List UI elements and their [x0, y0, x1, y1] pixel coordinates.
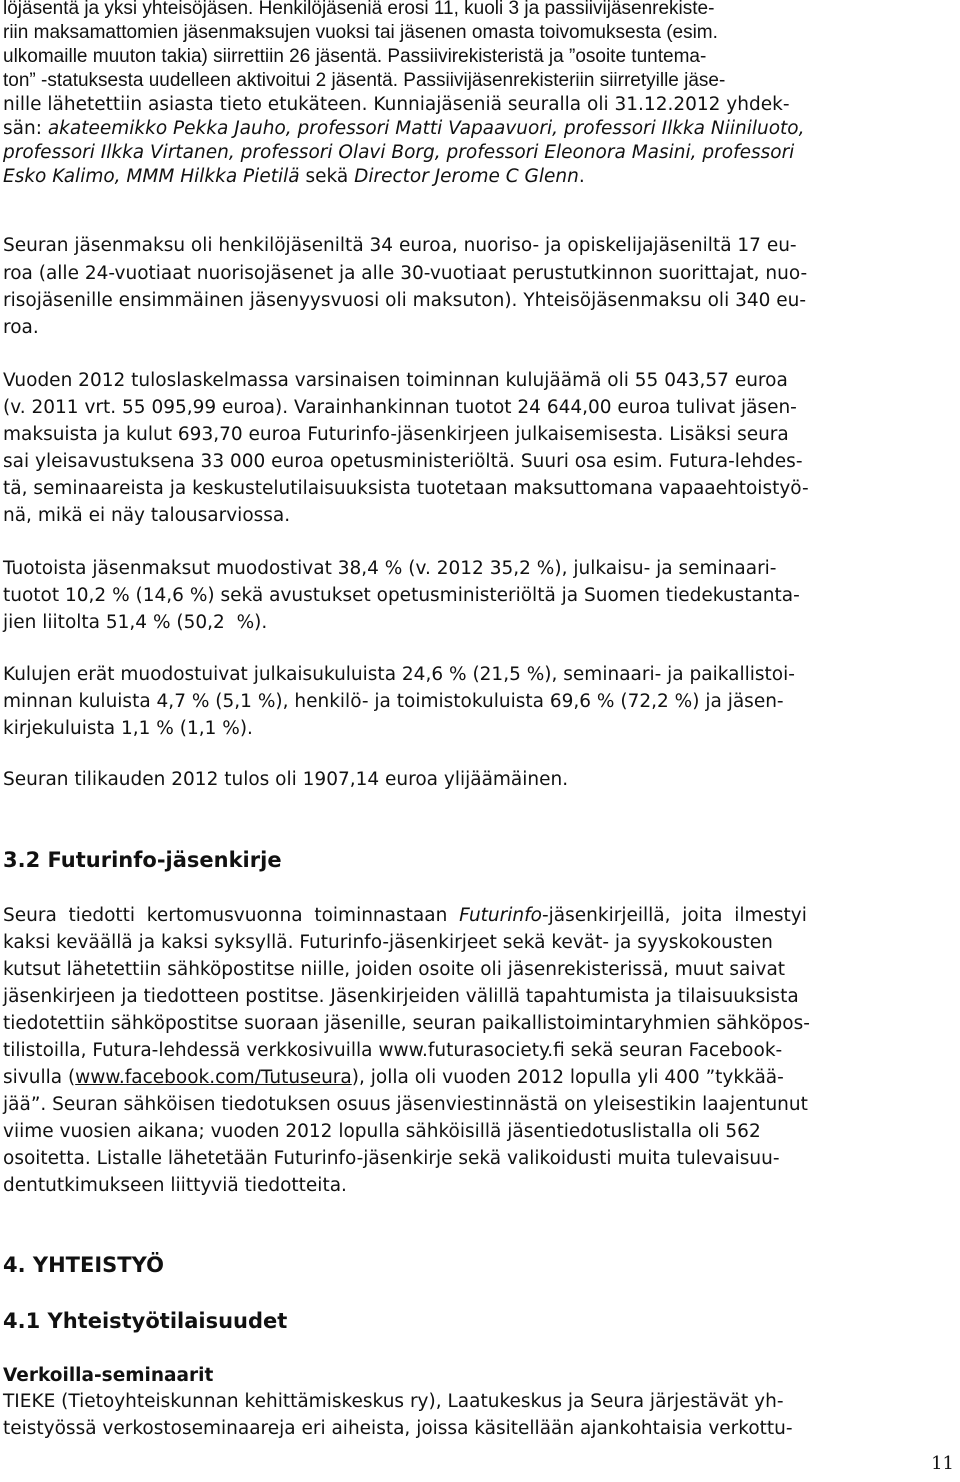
futurinfo-line-9: viime vuosien aikana; vuoden 2012 lopulla sähköisillä jäsentiedotuslistalla oli 562 — [3, 1121, 761, 1142]
deficit-line-1: Vuoden 2012 tuloslaskelmassa varsinaisen toiminnan kulujäämä oli 55 043,57 euroa — [3, 370, 788, 391]
costs-line-2: minnan kuluista 4,7 % (5,1 %), henkilö- ja toimistokuluista 69,6 % (72,2 %) ja jäsen- — [3, 691, 784, 712]
intro-line-5: nille lähetettiin asiasta tieto etukäteen. Kunniajäseniä seuralla oli 31.12.2012 yhdek- — [3, 94, 790, 115]
honorary-members-line-3 — [3, 165, 585, 189]
fee-line-2: roa (alle 24-vuotiaat nuorisojäsenet ja alle 30-vuotiaat perustutkinnon suorittajat, nuo- — [3, 263, 808, 284]
costs-line-1: Kulujen erät muodostuivat julkaisukuluista 24,6 % (21,5 %), seminaari- ja paikallistoi- — [3, 664, 795, 685]
futurinfo-line-11: dentutkimukseen liittyviä tiedotteita. — [3, 1175, 347, 1196]
verkoilla-line-2: teistyössä verkostoseminaareja eri aiheista, joissa käsitellään ajankohtaisia verkottu- — [3, 1418, 793, 1439]
costs-line-3: kirjekuluista 1,1 % (1,1 %). — [3, 718, 253, 739]
honorary-names-1: akateemikko Pekka Jauho, professori Matti Vapaavuori, professori Ilkka Niiniluoto, — [47, 118, 805, 139]
facebook-link[interactable]: www.facebook.com/Tutuseura — [75, 1067, 352, 1088]
honorary-end: . — [578, 166, 585, 187]
result-line: Seuran tilikauden 2012 tulos oli 1907,14 euroa ylijäämäinen. — [3, 769, 569, 790]
futurinfo-line-1 — [3, 904, 807, 928]
fee-line-1: Seuran jäsenmaksu oli henkilöjäseniltä 34 euroa, nuoriso- ja opiskelijajäseniltä 17 eu- — [3, 235, 797, 256]
section-4-1-heading: 4.1 Yhteistyötilaisuudet — [3, 1309, 288, 1333]
futurinfo-line-10: osoitetta. Listalle lähetetään Futurinfo-jäsenkirje sekä valikoidusti muita tulevaisuu- — [3, 1148, 780, 1169]
section-3-2-heading: 3.2 Futurinfo-jäsenkirje — [3, 848, 282, 872]
honorary-prefix: sän: — [3, 118, 48, 139]
futurinfo-line-2: kaksi keväällä ja kaksi syksyllä. Futurinfo-jäsenkirjeet sekä kevät- ja syyskokousten — [3, 932, 773, 953]
futurinfo-line-4: jäsenkirjeen ja tiedotteen postitse. Jäsenkirjeiden välillä tapahtumista ja tilaisuuksista — [3, 986, 799, 1007]
deficit-line-5: tä, seminaareista ja keskustelutilaisuuksista tuotetaan maksuttomana vapaaehtoistyö- — [3, 478, 809, 499]
fee-line-4: roa. — [3, 317, 39, 338]
income-line-1: Tuotoista jäsenmaksut muodostivat 38,4 % (v. 2012 35,2 %), julkaisu- ja seminaari- — [3, 558, 777, 579]
honorary-names-3c: Director Jerome C Glenn — [354, 166, 579, 187]
deficit-line-2: (v. 2011 vrt. 55 095,99 euroa). Varainhankinnan tuotot 24 644,00 euroa tulivat jäsen- — [3, 397, 797, 418]
futurinfo-line-7 — [3, 1066, 784, 1090]
verkoilla-line-1: TIEKE (Tietoyhteiskunnan kehittämiskeskus ry), Laatukeskus ja Seura järjestävät yh- — [3, 1391, 784, 1412]
intro-line-2: riin maksamattomien jäsenmaksujen vuoksi tai jäsenen omasta toivomuksesta (esim. — [3, 22, 718, 43]
page-number: 11 — [931, 1453, 954, 1474]
fee-line-3: risojäsenille ensimmäinen jäsenyysvuosi oli maksuton). Yhteisöjäsenmaksu oli 340 eu- — [3, 290, 807, 311]
futurinfo-line-8: jää”. Seuran sähköisen tiedotuksen osuus jäsenviestinnästä on yleisestikin laajentunut — [3, 1094, 808, 1115]
income-line-2: tuotot 10,2 % (14,6 %) sekä avustukset opetusministeriöltä ja Suomen tiedekustanta- — [3, 585, 800, 606]
futurinfo-line-6: tilistoilla, Futura-lehdessä verkkosivuilla www.futurasociety.fi sekä seuran Facebook- — [3, 1040, 783, 1061]
section-4-heading: 4. YHTEISTYÖ — [3, 1253, 164, 1277]
intro-line-3: ulkomaille muuton takia) siirrettiin 26 jäsentä. Passiivirekisteristä ja ”osoite tuntema- — [3, 46, 707, 67]
deficit-line-4: sai yleisavustuksena 33 000 euroa opetusministeriöltä. Suuri osa esim. Futura-lehdes- — [3, 451, 803, 472]
intro-line-4: ton” -statuksesta uudelleen aktivoitui 2 jäsentä. Passiivijäsenrekisteriin siirretyille jäse- — [3, 70, 726, 91]
futurinfo-title: Futurinfo — [459, 905, 542, 926]
honorary-names-3a: Esko Kalimo, MMM Hilkka Pietilä — [3, 166, 300, 187]
intro-line-1: löjäsentä ja yksi yhteisöjäsen. Henkilöjäseniä erosi 11, kuoli 3 ja passiivijäsenrekiste- — [3, 0, 715, 19]
deficit-line-6: nä, mikä ei näy talousarviossa. — [3, 505, 291, 526]
futurinfo-line-7a: sivulla ( — [3, 1067, 76, 1088]
futurinfo-line-7c: ), jolla oli vuoden 2012 lopulla yli 400 ”tykkää- — [351, 1067, 784, 1088]
verkoilla-heading: Verkoilla-seminaarit — [3, 1365, 214, 1386]
futurinfo-line-1a: Seura tiedotti kertomusvuonna toiminnastaan — [3, 905, 460, 926]
income-line-3: jien liitolta 51,4 % (50,2 %). — [3, 612, 268, 633]
honorary-members-line-1 — [3, 117, 805, 141]
futurinfo-line-1c: -jäsenkirjeillä, joita ilmestyi — [541, 905, 807, 926]
honorary-members-line-2: professori Ilkka Virtanen, professori Olavi Borg, professori Eleonora Masini, professori — [3, 142, 795, 163]
futurinfo-line-5: tiedotettiin sähköpostitse suoraan jäsenille, seuran paikallistoimintaryhmien sähköpos- — [3, 1013, 810, 1034]
honorary-conj: sekä — [299, 166, 355, 187]
deficit-line-3: maksuista ja kulut 693,70 euroa Futurinfo-jäsenkirjeen julkaisemisesta. Lisäksi seura — [3, 424, 789, 445]
futurinfo-line-3: kutsut lähetettiin sähköpostitse niille, joiden osoite oli jäsenrekisterissä, muut saivat — [3, 959, 786, 980]
